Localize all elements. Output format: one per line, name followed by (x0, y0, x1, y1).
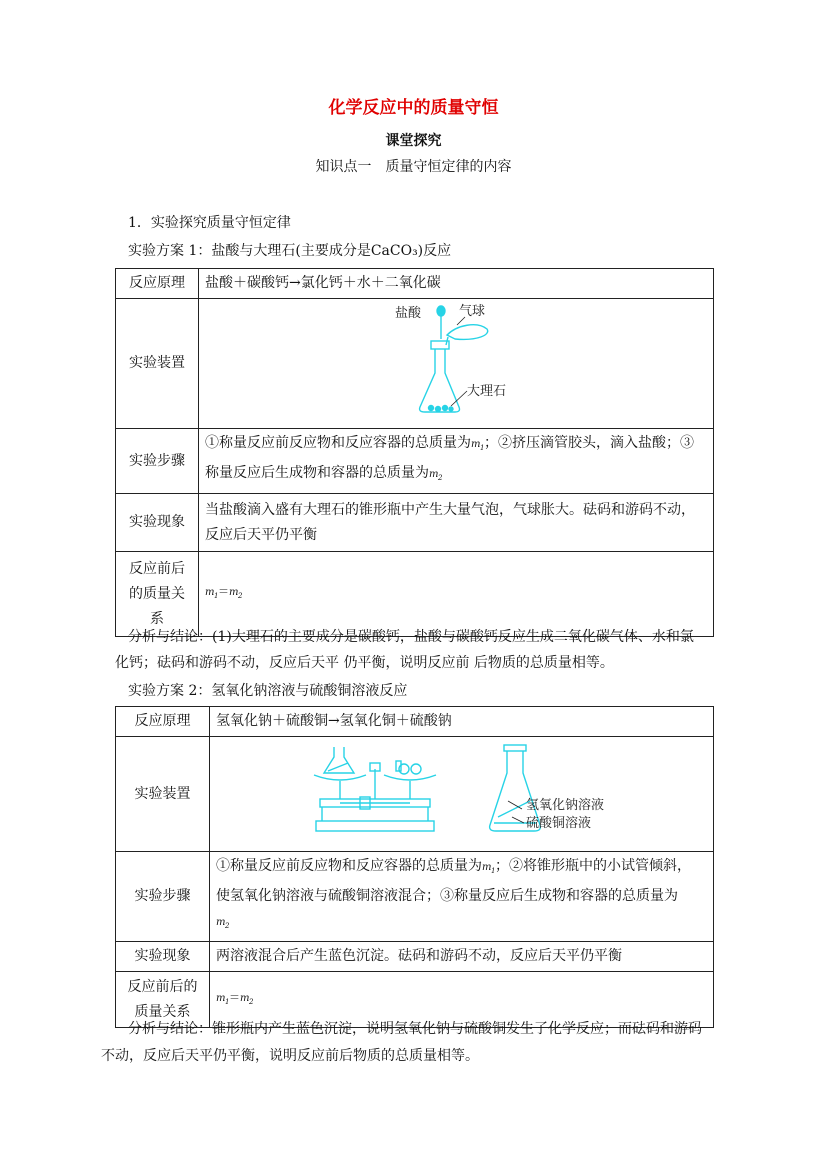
steps-part: ；②挤压滴管胶头，滴入盐酸；③ (483, 435, 694, 451)
plan1-principle-label: 反应原理 (116, 269, 199, 299)
table-row (116, 552, 714, 637)
plan1-principle-text: 盐酸＋碳酸钙→氯化钙＋水＋二氧化碳 (199, 269, 714, 299)
plan1-analysis-line1: 分析与结论：(1)大理石的主要成分是碳酸钙，盐酸与碳酸钙反应生成二氧化碳气体、水和氯 (128, 629, 694, 645)
plan2-apparatus-label: 实验装置 (116, 737, 210, 852)
plan1-phenomenon-text: 当盐酸滴入盛有大理石的锥形瓶中产生大量气泡，气球胀大。砝码和游码不动， 反应后天平仍平衡 (199, 494, 714, 552)
table-row (116, 942, 714, 972)
table-row (116, 429, 714, 494)
m1-symbol: $m_1$ (471, 439, 484, 452)
plan2-principle-text: 氢氧化钠＋硫酸铜→氢氧化铜＋硫酸钠 (210, 707, 714, 737)
section-heading: 课堂探究 (385, 133, 442, 149)
label-cuso4: 硫酸铜溶液 (526, 816, 592, 831)
m2-symbol: $m_2$ (429, 469, 442, 482)
label-marble: 大理石 (467, 384, 507, 399)
plan2-relation-label: 反应前后的 质量关系 (116, 972, 210, 1028)
plan1-apparatus-cell (199, 299, 714, 429)
plan2-phenomenon-text: 两溶液混合后产生蓝色沉淀。砝码和游码不动，反应后天平仍平衡 (210, 942, 714, 972)
plan1-relation-label: 反应前后 的质量关 系 (116, 552, 199, 637)
table-row (116, 852, 714, 942)
label-acid: 盐酸 (395, 306, 422, 321)
plan2-steps-text: ①称量反应前反应物和反应容器的总质量为$m_1$；②将锥形瓶中的小试管倾斜， 使氢氧化钠溶液与硫酸铜溶液混合；③称量反应后生成物和容器的总质量为 $m_2$ (210, 852, 714, 942)
plan2-apparatus-cell (210, 737, 714, 852)
plan1-title: 实验方案 1：盐酸与大理石(主要成分是CaCO₃)反应 (128, 243, 452, 259)
balance-flask-apparatus-figure (210, 737, 712, 842)
plan2-analysis-line2: 不动，反应后天平仍平衡，说明反应前后物质的总质量相等。 (101, 1048, 479, 1064)
page-title: 化学反应中的质量守恒 (328, 98, 499, 118)
knowledge-point-heading: 知识点一 质量守恒定律的内容 (315, 159, 512, 175)
plan1-apparatus-label: 实验装置 (116, 299, 199, 429)
table-row (116, 299, 714, 429)
plan1-phenomenon-label: 实验现象 (116, 494, 199, 552)
heading-1: 1．实验探究质量守恒定律 (128, 215, 291, 231)
plan2-principle-label: 反应原理 (116, 707, 210, 737)
marble-hcl-apparatus-figure (199, 299, 712, 419)
plan2-title: 实验方案 2：氢氧化钠溶液与硫酸铜溶液反应 (128, 683, 408, 699)
label-balloon: 气球 (459, 304, 486, 319)
plan2-steps-label: 实验步骤 (116, 852, 210, 942)
plan2-analysis-line1: 分析与结论：锥形瓶内产生蓝色沉淀，说明氢氧化钠与硫酸铜发生了化学反应；而砝码和游码 (128, 1021, 702, 1037)
plan1-relation-formula: $m_1=m_2$ (199, 552, 714, 637)
label-naoh: 氢氧化钠溶液 (526, 798, 605, 813)
steps-part: ①称量反应前反应物和反应容器的总质量为 (205, 435, 472, 451)
plan1-table (115, 268, 714, 637)
plan2-table (115, 706, 714, 1028)
table-row (116, 737, 714, 852)
table-row (116, 269, 714, 299)
plan1-steps-label: 实验步骤 (116, 429, 199, 494)
plan1-analysis-line2: 化钙；砝码和游码不动，反应后天平 仍平衡，说明反应前 后物质的总质量相等。 (115, 655, 614, 671)
steps-part: 称量反应后生成物和容器的总质量为 (205, 465, 430, 481)
table-row (116, 494, 714, 552)
plan1-steps-text (199, 429, 714, 494)
plan2-relation-formula: $m_1=m_2$ (210, 972, 714, 1028)
plan2-phenomenon-label: 实验现象 (116, 942, 210, 972)
table-row (116, 707, 714, 737)
